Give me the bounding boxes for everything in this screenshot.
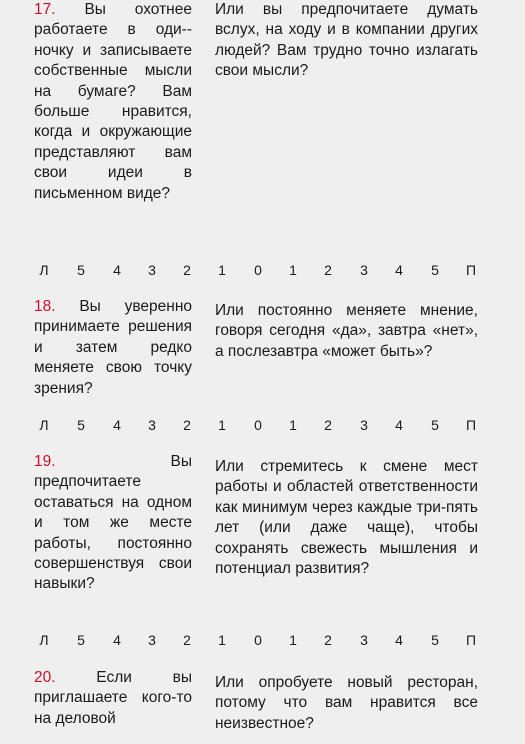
scale-option-10: 4 (395, 262, 403, 278)
question-number: 17. (34, 1, 56, 18)
question-left-statement (34, 668, 192, 729)
question-right-statement: Или постоянно меняете мнение, говоря сегодня «да», завтра «нет», а послезавтра «может быть»? (215, 302, 478, 360)
scale-option-2: 4 (113, 417, 121, 433)
question-left-statement (34, 0, 192, 204)
scale-option-3: 3 (148, 632, 156, 648)
scale-option-10: 4 (395, 417, 403, 433)
scale-option-7: 1 (289, 417, 297, 433)
scale-option-12: П (465, 417, 477, 433)
question-left-text: Вы охотнее работаете в оди-- ночку и записываете собственные мысли на бумаге? Вам больше нравится, когда и окружающие представляют вам свои идеи в письменном виде? (34, 1, 192, 202)
question-right-statement: Или стремитесь к смене мест работы и областей ответственности как минимум через каждые три-пять лет (или даже чаще), чтобы сохранять свежесть мышления и потенциал развития? (215, 458, 478, 578)
rating-scale-19 (0, 630, 525, 650)
scale-option-2: 4 (113, 262, 121, 278)
scale-option-4: 2 (183, 417, 191, 433)
scale-option-9: 3 (360, 417, 368, 433)
scale-option-9: 3 (360, 262, 368, 278)
question-number: 19. (34, 453, 56, 470)
scale-option-8: 2 (324, 417, 332, 433)
scale-option-6: 0 (254, 262, 262, 278)
scale-option-1: 5 (77, 262, 85, 278)
scale-option-1: 5 (77, 632, 85, 648)
question-number: 20. (34, 669, 56, 686)
question-right-statement: Или опробуете новый ресторан, потому что вам нравится все неизвестное? (215, 674, 478, 732)
scale-option-0: Л (39, 417, 49, 433)
scale-option-2: 4 (113, 632, 121, 648)
scale-option-9: 3 (360, 632, 368, 648)
question-left-text: Если вы приглашаете кого-то на деловой (34, 669, 192, 727)
question-right-statement: Или вы предпочитаете думать вслух, на ходу и в компании других людей? Вам трудно точно излагать свои мысли? (215, 1, 478, 80)
scale-option-4: 2 (183, 262, 191, 278)
scale-option-8: 2 (324, 262, 332, 278)
scale-option-12: П (465, 262, 477, 278)
rating-scale-18 (0, 415, 525, 435)
scale-option-1: 5 (77, 417, 85, 433)
scale-option-7: 1 (289, 262, 297, 278)
question-left-text: Вы уверенно принимаете решения и затем редко меняете свою точку зрения? (34, 298, 193, 397)
scale-option-0: Л (39, 262, 49, 278)
scale-option-11: 5 (431, 632, 439, 648)
scale-option-6: 0 (254, 417, 262, 433)
question-left-statement (34, 452, 192, 595)
scale-option-11: 5 (431, 262, 439, 278)
scale-option-5: 1 (218, 417, 226, 433)
scale-option-5: 1 (218, 632, 226, 648)
scale-option-3: 3 (148, 417, 156, 433)
scale-option-4: 2 (183, 632, 191, 648)
scale-option-6: 0 (254, 632, 262, 648)
question-left-statement (34, 297, 192, 399)
scale-option-10: 4 (395, 632, 403, 648)
question-left-text: Вы предпочитаете оставаться на одном и том же месте работы, постоянно совершенствуя свои навыки? (34, 453, 192, 593)
scale-option-11: 5 (431, 417, 439, 433)
scale-option-5: 1 (218, 262, 226, 278)
scale-option-0: Л (39, 632, 49, 648)
scale-option-12: П (465, 632, 477, 648)
scale-option-3: 3 (148, 262, 156, 278)
scale-option-7: 1 (289, 632, 297, 648)
rating-scale-17 (0, 260, 525, 280)
scale-option-8: 2 (324, 632, 332, 648)
question-number: 18. (34, 298, 56, 315)
